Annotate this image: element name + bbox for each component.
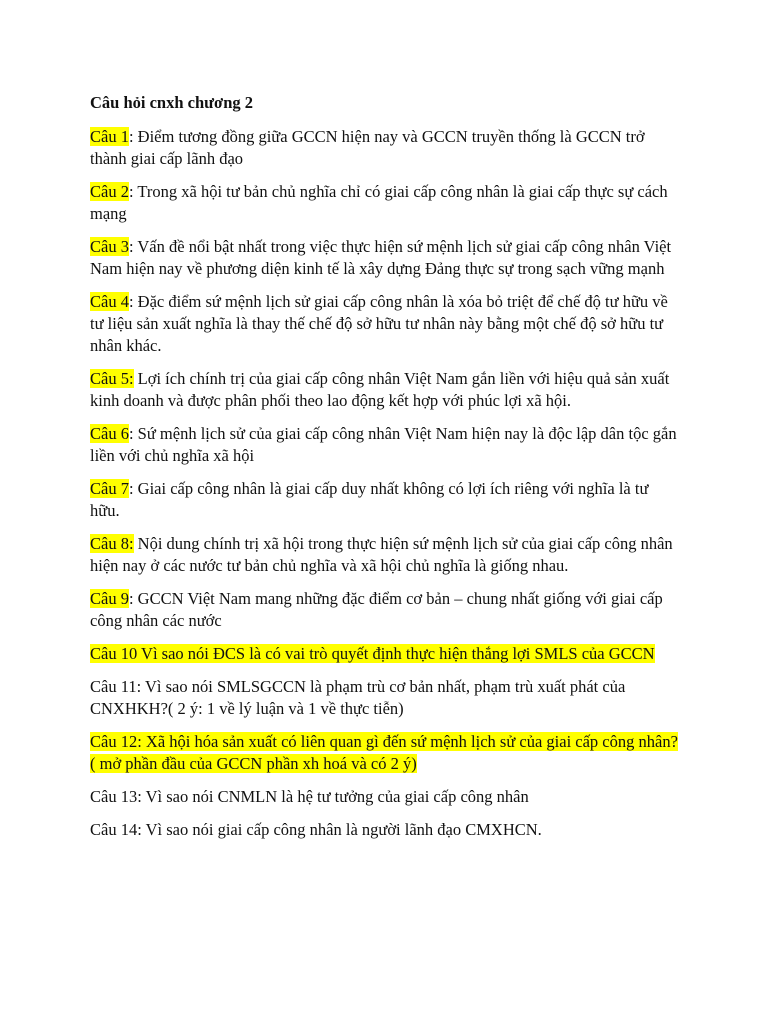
question-text: : Đặc điểm sứ mệnh lịch sử giai cấp công nhân là xóa bỏ triệt để chế độ tư hữu về tư liệu sản xuất nghĩa là thay thế chế độ sở hữu tư nhân này bằng một chế độ sở hữu tư nhân khác. [90, 292, 668, 355]
question-8 [90, 533, 678, 577]
question-9 [90, 588, 678, 632]
question-3 [90, 236, 678, 280]
question-text: Nội dung chính trị xã hội trong thực hiện sứ mệnh lịch sử của giai cấp công nhân hiện nay ở các nước tư bản chủ nghĩa và xã hội chủ nghĩa là giống nhau. [90, 534, 673, 575]
question-text: : GCCN Việt Nam mang những đặc điểm cơ bản – chung nhất giống với giai cấp công nhân các nước [90, 589, 663, 630]
document-title: Câu hỏi cnxh chương 2 [90, 93, 253, 112]
question-text: : Giai cấp công nhân là giai cấp duy nhất không có lợi ích riêng với nghĩa là tư hữu. [90, 479, 649, 520]
question-12-text: Câu 12: Xã hội hóa sản xuất có liên quan gì đến sứ mệnh lịch sử của giai cấp công nhân?( mở phần đầu của GCCN phần xh hoá và có 2 ý) [90, 732, 678, 773]
question-4 [90, 291, 678, 357]
question-11: Câu 11: Vì sao nói SMLSGCCN là phạm trù cơ bản nhất, phạm trù xuất phát của CNXHKH?( 2 ý: 1 về lý luận và 1 về thực tiễn) [90, 677, 626, 718]
question-13: Câu 13: Vì sao nói CNMLN là hệ tư tưởng của giai cấp công nhân [90, 787, 529, 806]
question-7 [90, 478, 678, 522]
question-label: Câu 6 [90, 424, 129, 443]
question-12 [90, 731, 678, 775]
question-text: : Sứ mệnh lịch sử của giai cấp công nhân Việt Nam hiện nay là độc lập dân tộc gắn liền với chủ nghĩa xã hội [90, 424, 677, 465]
question-10 [90, 643, 678, 665]
question-5 [90, 368, 678, 412]
question-label: Câu 5: [90, 369, 134, 388]
question-text: : Vấn đề nổi bật nhất trong việc thực hiện sứ mệnh lịch sử giai cấp công nhân Việt Nam hiện nay về phương diện kinh tế là xây dựng Đảng thực sự trong sạch vững mạnh [90, 237, 672, 278]
question-2 [90, 181, 678, 225]
question-label: Câu 2 [90, 182, 129, 201]
question-text: Lợi ích chính trị của giai cấp công nhân Việt Nam gắn liền với hiệu quả sản xuất kinh doanh và được phân phối theo lao động kết hợp với phúc lợi xã hội. [90, 369, 670, 410]
question-label: Câu 7 [90, 479, 129, 498]
question-label: Câu 9 [90, 589, 129, 608]
question-text: : Trong xã hội tư bản chủ nghĩa chỉ có giai cấp công nhân là giai cấp thực sự cách mạng [90, 182, 668, 223]
question-14: Câu 14: Vì sao nói giai cấp công nhân là người lãnh đạo CMXHCN. [90, 820, 542, 839]
question-1 [90, 126, 678, 170]
question-label: Câu 8: [90, 534, 134, 553]
question-label: Câu 3 [90, 237, 129, 256]
question-label: Câu 4 [90, 292, 129, 311]
question-label: Câu 1 [90, 127, 129, 146]
question-text: : Điểm tương đồng giữa GCCN hiện nay và GCCN truyền thống là GCCN trở thành giai cấp lãnh đạo [90, 127, 645, 168]
question-6 [90, 423, 678, 467]
question-10-text: Câu 10 Vì sao nói ĐCS là có vai trò quyết định thực hiện thắng lợi SMLS của GCCN [90, 644, 655, 663]
